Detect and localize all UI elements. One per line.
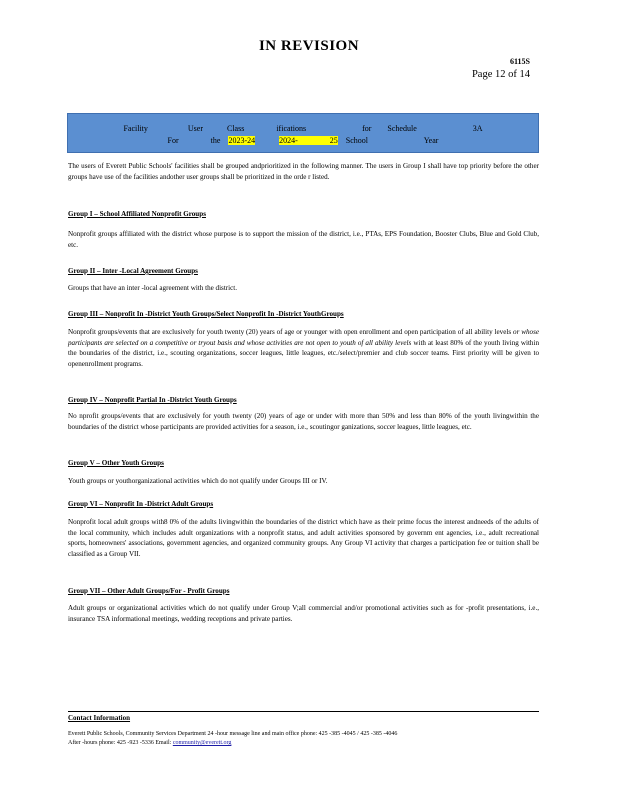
group-i-heading: Group I – School Affiliated Nonprofit Groups [68,210,206,218]
banner-school-year-text: School Year [337,136,439,145]
group-iii-text [68,327,539,369]
group-vii-heading: Group VII – Other Adult Groups/For - Profit Groups [68,587,230,595]
group-v-text: Youth groups or youthorganizational activities which do not qualify under Groups III or IV. [68,477,328,485]
contact-heading: Contact Information [68,714,131,722]
banner-subtitle [68,136,538,145]
page-number: Page 12 of 14 [471,69,530,80]
contact-line-phone: Everett Public Schools, Community Services Department 24 -hour message line and main office phone: 425 -385 -4045 / 425 -385 -4046 [68,731,398,737]
contact-divider [68,711,539,712]
group-i-text: Nonprofit groups affiliated with the district whose purpose is to support the mission of the district, i.e., PTAs, EPS Foundation, Booster Clubs, Blue and Gold Club, etc. [68,230,539,249]
contact-line-after-hours [68,740,231,746]
year-2024-25: 2024- 25 [279,136,338,145]
group-ii-heading: Group II – Inter -Local Agreement Groups [68,267,198,275]
year-2023-24: 2023-24 [228,136,256,145]
group-iii-heading: Group III – Nonprofit In -District Youth Groups/Select Nonprofit In -District YouthGroups [68,310,344,318]
schedule-banner [67,113,539,153]
contact-email-link[interactable]: community@everett.org [172,740,232,746]
document-title: IN REVISION [258,38,360,54]
group-iii-text-part2: with at least 80% of the youth living within the boundaries of the district, i.e., scouting organizations, soccer leagues, little leagues, etc./select/premier and club soccer teams. First priority will be given to openenrollment programs. [68,338,539,368]
group-v-heading: Group V – Other Youth Groups [68,459,164,467]
group-vi-heading: Group VI – Nonprofit In -District Adult Groups [68,500,214,508]
group-vi-text: Nonprofit local adult groups with8 0% of the adults livingwithin the boundaries of the district which have as their prime focus the interest andneeds of the adults of the local community, which includes adult organizations with a nonprofit status, and adult activities sponsored by governm ent agencies, i.e., adult recreational sports, homeowners' associations, government agencies, and organized community groups. Any Group VI activity that charges a participation fee or tuition shall be classified as a Group VII. [68,518,539,558]
group-ii-text: Groups that have an inter -local agreement with the district. [68,284,238,292]
group-iv-text: No nprofit groups/events that are exclusively for youth twenty (20) years of age or under with more than 50% and less than 80% of the youth livingwithin the boundaries of the district whose participants are provided activities for a season, i.e., scoutingor ganizations, soccer leagues, little leagues, etc. [68,412,539,431]
intro-paragraph: The users of Everett Public Schools' facilities shall be grouped andprioritized in the following manner. The users in Group I shall have top priority before the other groups have use of the facilities andother user groups shall be prioritized in the orde r listed. [68,162,539,181]
group-iii-text-italic: or whose participants are selected on a competitive or tryout basis and whose activities are not open to youth of all ability levels [68,328,539,347]
banner-for-text: For the [167,136,229,145]
banner-title: Facility User Class ifications for Schedule 3A [123,124,483,133]
group-vii-text: Adult groups or organizational activities which do not qualify under Group V;all commercial and/or promotional activities such as for -profit presentations, i.e., insurance TSA informational meetings, wedding receptions and private parties. [68,604,539,623]
after-hours-phone-text: After -hours phone: 425 -923 -5336 Email: [68,740,173,746]
group-iii-text-part1: Nonprofit groups/events that are exclusively for youth twenty (20) years of age or younger with open enrollment and open participation of all ability levels [68,328,514,336]
group-iv-heading: Group IV – Nonprofit Partial In -District Youth Groups [68,396,237,404]
policy-number: 6115S [509,57,530,66]
